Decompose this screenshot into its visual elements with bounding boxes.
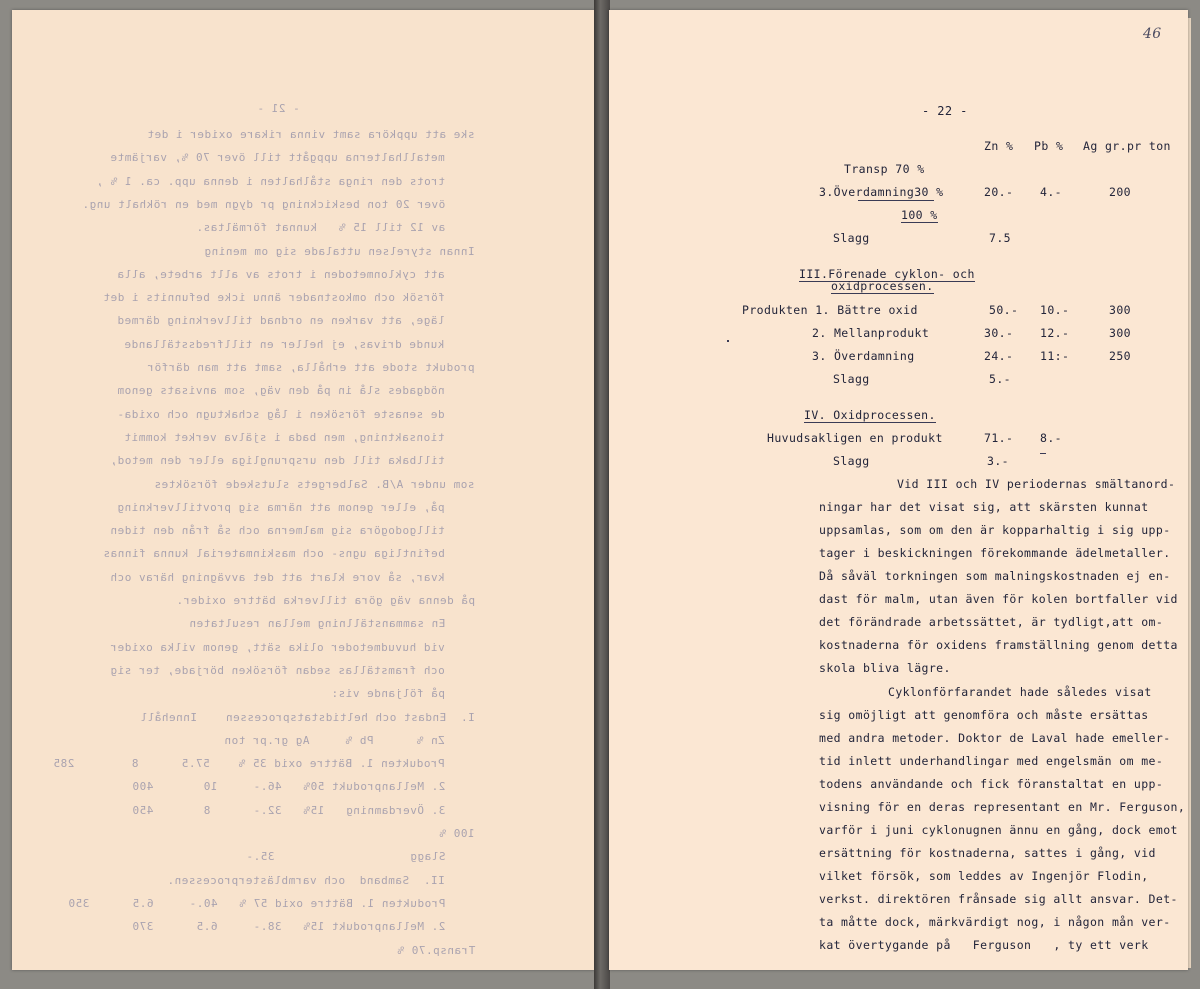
- ghost-page-number: - 21 -: [257, 102, 300, 115]
- ghost-text-line: metallhalterna uppgått till över 70 %, varjämte: [110, 151, 445, 165]
- handwritten-page-number: 46: [1143, 26, 1162, 42]
- section3-heading-line1: III.Förenade cyklon- och: [799, 267, 975, 281]
- overdamning-pb: 4.-: [1040, 185, 1062, 199]
- body-line: varför i juni cyklonugnen ännu en gång, dock emot: [819, 823, 1178, 837]
- left-page: [12, 10, 595, 970]
- body-line: det förändrade arbetssättet, är tydligt,att om-: [819, 615, 1164, 629]
- body-line: kat övertygande på Ferguson , ty ett verk: [819, 938, 1149, 952]
- ghost-text-line: de senaste försöken i låg schaktugn och oxida-: [117, 407, 445, 421]
- s4-row2-zn: 3.-: [987, 454, 1009, 468]
- s3-row4-label: Slagg: [833, 372, 870, 386]
- s3-row4-zn: 5.-: [989, 372, 1011, 386]
- s3-row1-label: Produkten 1. Bättre oxid: [742, 303, 918, 317]
- s4-row1-pb: 8.-: [1040, 431, 1062, 445]
- header-pb: Pb %: [1034, 139, 1064, 153]
- s3-row2-pb: 12.-: [1040, 326, 1070, 340]
- overdamning-label: 3.Överdamning30 %: [819, 185, 944, 199]
- body-line: skola bliva lägre.: [819, 661, 951, 675]
- ghost-text-line: över 20 ton beskickning pr dygn med en rökhalt ung.: [81, 197, 445, 211]
- s3-row3-ag: 250: [1109, 349, 1131, 363]
- ghost-text-line: befintliga ugns- och maskinmaterial kunna finnas: [103, 547, 445, 561]
- slagg-zn: 7.5: [989, 231, 1011, 245]
- section4-heading: IV. Oxidprocessen.: [804, 408, 936, 422]
- ghost-text-line: I. Endast och heltidstatsprocessen Innehåll: [140, 710, 475, 724]
- ghost-text-line: Slagg 35.-: [245, 850, 445, 864]
- s3-row1-ag: 300: [1109, 303, 1131, 317]
- ghost-text-line: försök och omkostnader ännu icke befunnits i det: [103, 291, 445, 305]
- header-zn: Zn %: [984, 139, 1014, 153]
- body-line: tager i beskickningen förekommande ädelmetaller.: [819, 546, 1171, 560]
- ghost-text-line: 100 %: [439, 827, 475, 840]
- ghost-text-line: tillbaka till den ursprungliga eller den metod,: [110, 454, 445, 468]
- s3-row3-pb: 11:-: [1040, 349, 1070, 363]
- overdamning-zn: 20.-: [984, 185, 1014, 199]
- pb-dash: [1040, 453, 1046, 454]
- section3-heading-line2: oxidprocessen.: [831, 279, 934, 293]
- ghost-text-line: Produkten 1. Bättre oxid 57 % 40.- 6.5 350: [67, 896, 445, 910]
- body-line: sig omöjligt att genomföra och måste ersättas: [819, 708, 1149, 722]
- ghost-text-line: läge, att varken en ordnad tillverkning därmed: [117, 314, 445, 328]
- body-line: med andra metoder. Doktor de Laval hade emeller-: [819, 731, 1171, 745]
- ghost-text-line: ske att uppköra samt vinna rikare oxider i det: [147, 128, 475, 141]
- ghost-text-line: på, eller genom att närma sig provtillverkning: [117, 500, 445, 514]
- s3-row2-label: 2. Mellanprodukt: [812, 326, 930, 340]
- ghost-text-line: tillgodogöra sig malmerna och så från den tiden: [110, 524, 445, 538]
- s4-row1-label: Huvudsakligen en produkt: [767, 431, 943, 445]
- body-line: Cyklonförfarandet hade således visat: [888, 685, 1152, 699]
- ghost-text-line: på denna väg göra tillverka bättre oxider.: [175, 594, 475, 607]
- body-line: tid inlett underhandlingar med engelsmän om me-: [819, 754, 1164, 768]
- s3-row3-zn: 24.-: [984, 349, 1014, 363]
- ghost-text-line: En sammanställning mellan resultaten: [188, 617, 445, 631]
- body-line: ersättning för kostnaderna, sattes i gång, vid: [819, 846, 1156, 860]
- s3-row1-zn: 50.-: [989, 303, 1019, 317]
- ghost-text-line: Innan styrelsen uttalade sig om mening: [204, 244, 475, 258]
- ghost-text-line: vid huvudmetoder olika sätt, genom vilka oxider: [110, 640, 445, 654]
- ghost-text-line: 3. Överdamning 15% 32.- 8 450: [131, 803, 445, 817]
- body-line: verkst. direktören frånsade sig allt ansvar. Det-: [819, 892, 1178, 906]
- ghost-text-line: att cyklonmetoden i trots av allt arbete, alla: [117, 267, 445, 281]
- body-line: ta måtte dock, märkvärdigt nog, i någon mån ver-: [819, 915, 1171, 929]
- sum-rule: [858, 200, 934, 201]
- slagg-label: Slagg: [833, 231, 870, 245]
- ghost-text-line: 2. Mellanprodukt 15% 38.- 6.5 370: [131, 920, 445, 934]
- body-line: vilket försök, som leddes av Ingenjör Flodin,: [819, 869, 1149, 883]
- ghost-text-line: produkt stode att erhålla, samt att man därför: [147, 361, 475, 374]
- s3-row1-pb: 10.-: [1040, 303, 1070, 317]
- ghost-text-line: trots den ringa stålhalten i denna upp. ca. 1 % ,: [95, 174, 445, 188]
- ghost-text-line: som under A/B. Salbergets slutskede försöktes: [154, 477, 475, 491]
- transp-label: Transp 70 %: [844, 162, 925, 176]
- ghost-text-line: kvar, så vore klart att det avvägning härav och: [110, 570, 445, 584]
- body-line: Då såväl torkningen som malningskostnaden ej en-: [819, 569, 1171, 583]
- ghost-text-line: nödgades slå in på den väg, som anvisats genom: [117, 384, 445, 398]
- ghost-text-line: av 12 till 15 % kunnat förmältas.: [195, 221, 445, 235]
- body-line: dast för malm, utan även för kolen bortfaller vid: [819, 592, 1178, 606]
- body-line: kostnaderna för oxidens framställning genom detta: [819, 638, 1178, 652]
- body-line: visning för en deras representant en Mr. Ferguson,: [819, 800, 1186, 814]
- s3-row2-ag: 300: [1109, 326, 1131, 340]
- ghost-text-line: Transp.70 %: [396, 943, 475, 957]
- sum-total: 100 %: [901, 208, 938, 222]
- ghost-text-line: II. Samband och varmblästerprocessen.: [167, 873, 445, 887]
- right-page: [609, 10, 1188, 970]
- ghost-text-line: Zn % Pb % Ag gr.pr ton: [224, 733, 445, 747]
- body-line: Vid III och IV periodernas smältanord-: [897, 477, 1176, 491]
- s4-row2-label: Slagg: [833, 454, 870, 468]
- ghost-text-line: och framställas sedan försöken började, ter sig: [110, 663, 445, 677]
- s3-row2-zn: 30.-: [984, 326, 1014, 340]
- ghost-text-line: kunde drivas, ej heller en tillfredsställande: [124, 337, 445, 351]
- body-line: todens användande och fick föranstaltat en upp-: [819, 777, 1164, 791]
- page-number: - 22 -: [922, 104, 968, 118]
- ghost-text-line: på följande vis:: [331, 687, 445, 701]
- ghost-text-line: Produkten 1. Bättre oxid 35 % 57.5 8 285: [53, 757, 445, 771]
- body-line: uppsamlas, som om den är kopparhaltig i sig upp-: [819, 523, 1171, 537]
- s4-row1-zn: 71.-: [984, 431, 1014, 445]
- body-line: ningar har det visat sig, att skärsten kunnat: [819, 500, 1149, 514]
- header-ag: Ag gr.pr ton: [1083, 139, 1171, 153]
- ghost-text-line: 2. Mellanprodukt 50% 46.- 10 400: [131, 780, 445, 794]
- ink-dot: [727, 340, 729, 342]
- s3-row3-label: 3. Överdamning: [812, 349, 915, 363]
- ghost-text-line: tionsaktning, men bada i själva verket kommit: [124, 430, 445, 444]
- book-spine: [594, 0, 610, 989]
- overdamning-ag: 200: [1109, 185, 1131, 199]
